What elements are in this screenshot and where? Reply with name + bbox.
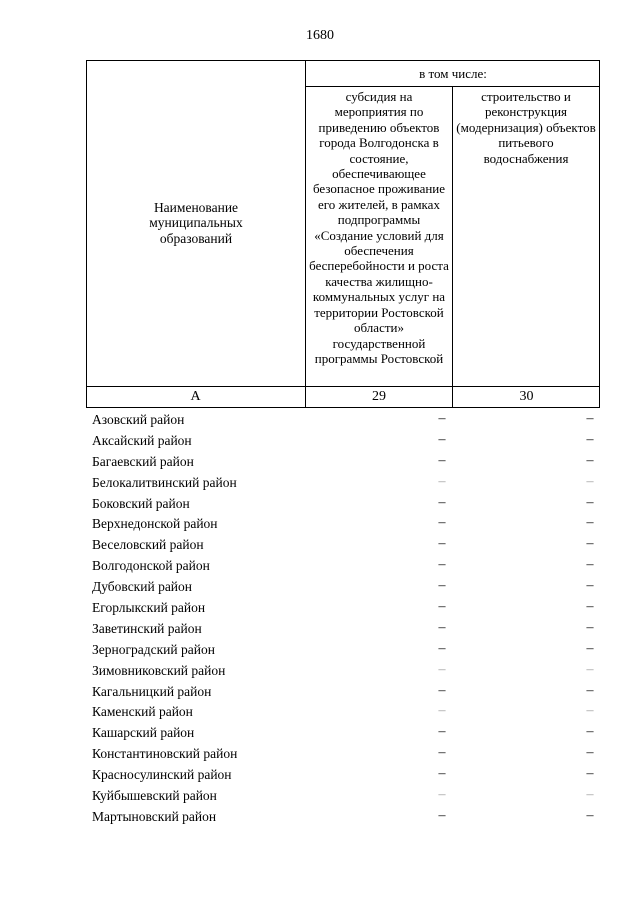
header-border-right <box>599 60 600 408</box>
row-value-30: – <box>586 411 594 426</box>
row-name: Веселовский район <box>92 537 204 553</box>
header-border-top <box>86 60 600 61</box>
table-row <box>0 535 640 556</box>
row-value-30: – <box>586 807 594 823</box>
col-divider-2 <box>452 86 453 408</box>
page-number: 1680 <box>306 28 334 43</box>
table-row <box>0 765 640 786</box>
table-row <box>0 723 640 744</box>
row-name: Волгодонской район <box>92 558 210 574</box>
row-value-29: – <box>438 557 446 573</box>
row-value-29: – <box>438 515 446 531</box>
index-a: А <box>190 389 201 404</box>
row-value-29: – <box>438 745 446 761</box>
row-value-29: – <box>438 787 446 803</box>
table-row <box>0 598 640 619</box>
table-row <box>0 702 640 723</box>
header-col30: строительство и реконструкция (модернизация) объектов питьевого водоснабжения <box>456 89 596 166</box>
row-value-30: – <box>586 703 594 719</box>
row-value-29: – <box>438 703 446 719</box>
row-value-30: – <box>586 787 594 803</box>
row-value-29: – <box>438 724 446 740</box>
row-value-30: – <box>586 536 594 552</box>
row-name: Мартыновский район <box>92 808 217 824</box>
table-row <box>0 661 640 682</box>
row-value-30: – <box>586 682 594 698</box>
row-name: Кагальницкий район <box>92 683 212 699</box>
row-value-29: – <box>438 766 446 782</box>
row-value-29: – <box>438 619 446 635</box>
row-value-30: – <box>586 452 594 468</box>
table-row <box>0 494 640 515</box>
table-row <box>0 556 640 577</box>
table-row <box>0 807 640 828</box>
index-30: 30 <box>519 389 534 404</box>
row-value-29: – <box>438 494 446 510</box>
row-name: Егорлыкский район <box>92 600 206 616</box>
table-row <box>0 640 640 661</box>
row-name: Багаевский район <box>92 453 194 469</box>
row-value-29: – <box>438 578 446 594</box>
table-row <box>0 473 640 494</box>
row-value-29: – <box>438 661 446 677</box>
header-group-label: в том числе: <box>419 66 487 81</box>
row-value-30: – <box>586 578 594 594</box>
row-value-29: – <box>438 536 446 552</box>
row-value-29: – <box>438 452 446 468</box>
row-value-29: – <box>438 640 446 656</box>
row-name: Зерноградский район <box>92 641 215 657</box>
row-value-30: – <box>586 766 594 782</box>
index-29: 29 <box>372 389 386 404</box>
row-value-29: – <box>438 599 446 615</box>
row-value-30: – <box>586 473 594 489</box>
row-name: Зимовниковский район <box>92 662 226 678</box>
table-row <box>0 786 640 807</box>
row-value-30: – <box>586 431 594 447</box>
row-name: Константиновский район <box>92 746 238 762</box>
index-row-divider <box>86 386 600 387</box>
row-name: Боковский район <box>92 495 190 511</box>
row-value-29: – <box>438 411 446 426</box>
table-row <box>0 452 640 473</box>
row-name: Азовский район <box>92 412 185 427</box>
header-col29: субсидия на мероприятия по приведению объектов города Волгодонска в состояние, обеспечивающее безопасное проживание его жителей, в рамках подпрограммы «Создание условий для обеспечения бесперебойности и роста качества жилищно-коммунальных услуг на территории Ростовской области» государственной программы Ростовской <box>309 89 449 366</box>
row-name: Дубовский район <box>92 579 193 595</box>
table-body <box>0 410 640 828</box>
table-row <box>0 431 640 452</box>
row-name: Куйбышевский район <box>92 788 217 804</box>
table-row <box>0 410 640 431</box>
row-value-30: – <box>586 640 594 656</box>
row-value-30: – <box>586 724 594 740</box>
table-row <box>0 744 640 765</box>
row-value-30: – <box>586 619 594 635</box>
table-row <box>0 577 640 598</box>
row-value-30: – <box>586 557 594 573</box>
row-value-30: – <box>586 515 594 531</box>
row-name: Верхнедонской район <box>92 516 218 532</box>
row-value-29: – <box>438 473 446 489</box>
col-divider-1 <box>305 60 306 408</box>
row-name: Аксайский район <box>92 432 192 448</box>
table-header <box>86 60 600 408</box>
row-value-29: – <box>438 431 446 447</box>
row-value-30: – <box>586 661 594 677</box>
row-name: Белокалитвинский район <box>92 474 237 490</box>
row-value-30: – <box>586 745 594 761</box>
row-name: Кашарский район <box>92 725 195 741</box>
row-name: Заветинский район <box>92 620 202 636</box>
table-row <box>0 514 640 535</box>
row-value-30: – <box>586 494 594 510</box>
group-divider <box>305 86 600 87</box>
row-name: Каменский район <box>92 704 193 720</box>
row-value-29: – <box>438 807 446 823</box>
row-value-30: – <box>586 599 594 615</box>
row-value-29: – <box>438 682 446 698</box>
table-row <box>0 682 640 703</box>
table-row <box>0 619 640 640</box>
header-border-left <box>86 60 87 408</box>
header-name-col: Наименование муниципальных образований <box>149 200 243 246</box>
row-name: Красносулинский район <box>92 767 232 783</box>
header-border-bottom <box>86 407 600 408</box>
